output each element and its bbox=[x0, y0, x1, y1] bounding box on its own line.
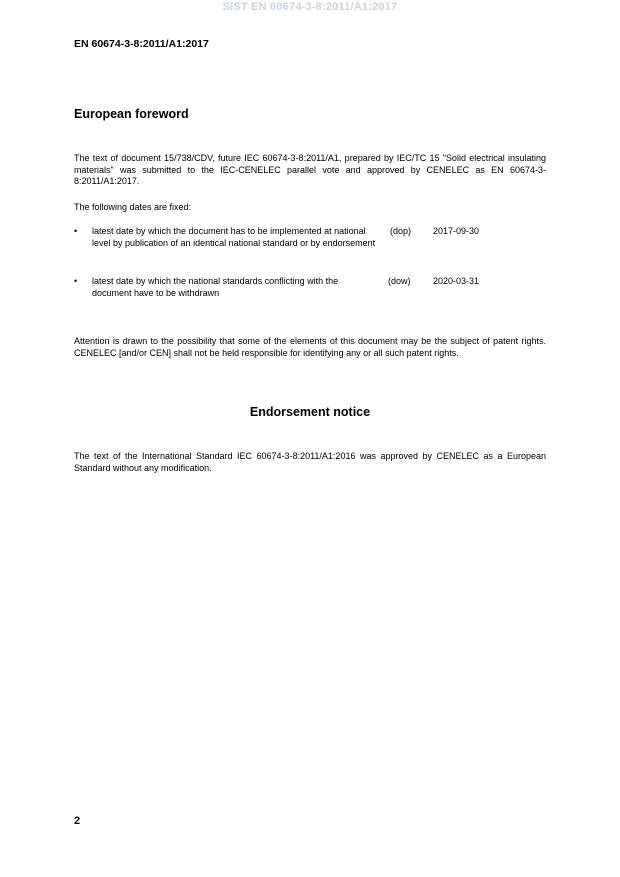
date-item-description: latest date by which the national standards conflicting with the document have to be withdrawn bbox=[92, 276, 339, 298]
date-item-date: 2020-03-31 bbox=[433, 276, 480, 286]
date-item-description: latest date by which the document has to be implemented at national level by publication of an identical national standard or by endorsement bbox=[92, 226, 376, 248]
bullet-icon: • bbox=[74, 226, 78, 236]
endorsement-notice-text: The text of the International Standard IEC 60674-3-8:2011/A1:2016 was approved by CENELEC as a European Standard without any modification. bbox=[74, 451, 546, 473]
endorsement-notice-title: Endorsement notice bbox=[249, 405, 371, 419]
date-item-date: 2017-09-30 bbox=[433, 226, 480, 236]
foreword-paragraph-dates-intro: The following dates are fixed: bbox=[74, 202, 192, 212]
foreword-paragraph-document-info: The text of document 15/738/CDV, future IEC 60674-3-8:2011/A1, prepared by IEC/TC 15 "Solid electrical insulating materials" was submitted to the IEC-CENELEC parallel vote and approved by CENELEC as EN 60674-3-8:2011/A1:2017. bbox=[74, 153, 546, 186]
bullet-icon: • bbox=[74, 276, 78, 286]
foreword-paragraph-patent-rights: Attention is drawn to the possibility that some of the elements of this document may be the subject of patent rights. CENELEC [and/or CEN] shall not be held responsible for identifying any or all such patent rights. bbox=[74, 336, 546, 358]
page-number: 2 bbox=[74, 815, 81, 827]
date-item-code: (dow) bbox=[388, 276, 411, 286]
document-id-header: EN 60674-3-8:2011/A1:2017 bbox=[74, 38, 209, 50]
watermark-text: SIST EN 60674-3-8:2011/A1:2017 bbox=[222, 1, 398, 13]
european-foreword-title: European foreword bbox=[74, 107, 189, 121]
date-item-code: (dop) bbox=[390, 226, 412, 236]
